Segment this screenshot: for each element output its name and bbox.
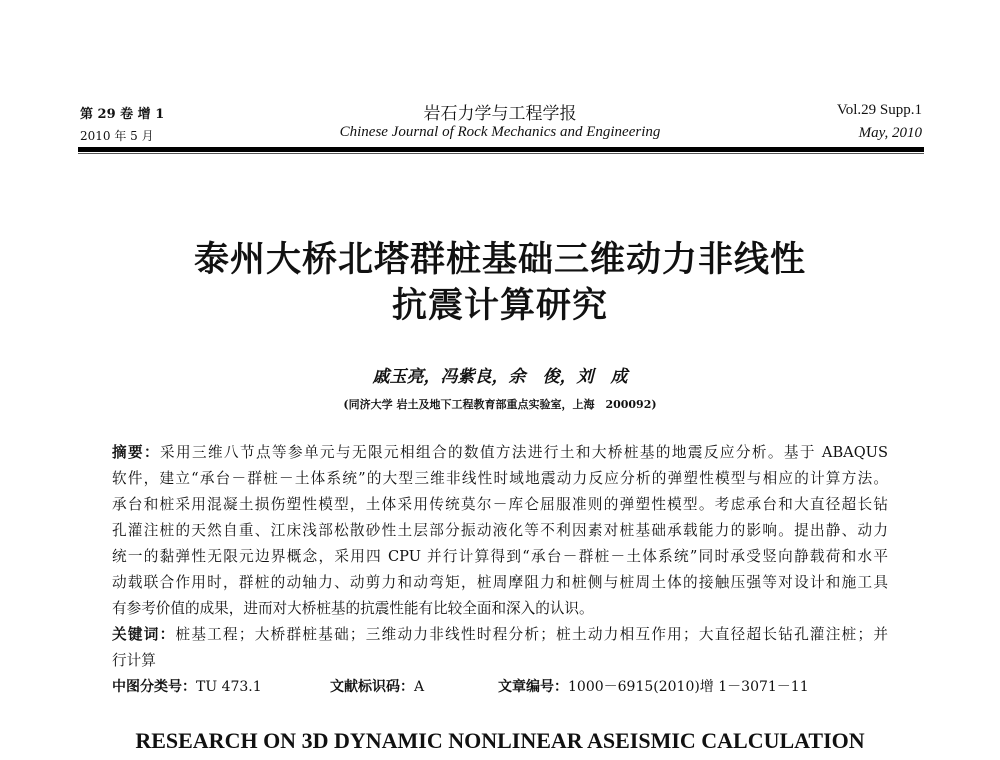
journal-name-en: Chinese Journal of Rock Mechanics and Engineering (339, 124, 661, 140)
article-no-label: 文章编号： (498, 679, 568, 695)
volume-en: Vol.29 Supp.1 (836, 102, 922, 118)
doc-code-value: A (414, 679, 425, 695)
paper-title-line2: 抗震计算研究 (391, 286, 608, 326)
english-title: RESEARCH ON 3D DYNAMIC NONLINEAR ASEISMIC CALCULATION (135, 728, 865, 753)
abstract-line: 孔灌注桩的天然自重、江床浅部松散砂性土层部分振动液化等不利因素对桩基础承载能力的影响。提出静、动力 (112, 522, 888, 539)
date-cn: 2010 年 5 月 (80, 129, 154, 143)
article-no-value: 1000－6915(2010)增 1－3071－11 (568, 679, 809, 695)
abstract-text: 采用三维八节点等参单元与无限元相组合的数值方法进行土和大桥桩基的地震反应分析。基于 ABAQUS (160, 444, 888, 461)
keywords-label: 关键词： (112, 626, 176, 643)
date-en: May, 2010 (858, 125, 922, 141)
abstract-line: 有参考价值的成果，进而对大桥桩基的抗震性能有比较全面和深入的认识。 (112, 600, 594, 617)
volume-cn: 第 29 卷 增 1 (80, 107, 165, 122)
authors: 戚玉亮，冯紫良，余 俊，刘 成 (372, 367, 628, 387)
header-rule-thick (78, 147, 924, 152)
header-rule-thin (78, 153, 924, 154)
keywords-line: 行计算 (112, 652, 156, 669)
keywords-text: 桩基工程；大桥群桩基础；三维动力非线性时程分析；桩土动力相互作用；大直径超长钻孔灌注桩；并 (175, 626, 888, 643)
clc-label: 中图分类号： (112, 679, 196, 695)
abstract-line (112, 441, 888, 462)
affiliation: (同济大学 岩土及地下工程教育部重点实验室，上海 200092) (343, 398, 657, 411)
doc-code-label: 文献标识码： (330, 679, 414, 695)
journal-name-cn: 岩石力学与工程学报 (423, 104, 577, 124)
abstract-line: 承台和桩采用混凝土损伤塑性模型，土体采用传统莫尔－库仑屈服准则的弹塑性模型。考虑承台和大直径超长钻 (112, 496, 888, 513)
abstract-line: 软件，建立“承台－群桩－土体系统”的大型三维非线性时域地震动力反应分析的弹塑性模型与相应的计算方法。 (112, 470, 888, 487)
abstract-line: 统一的黏弹性无限元边界概念，采用四 CPU 并行计算得到“承台－群桩－土体系统”同时承受竖向静载荷和水平 (112, 548, 888, 565)
abstract-line: 动载联合作用时，群桩的动轴力、动剪力和动弯矩，桩周摩阻力和桩侧与桩周土体的接触压强等对设计和施工具 (112, 574, 888, 591)
paper-title-line1: 泰州大桥北塔群桩基础三维动力非线性 (193, 240, 806, 280)
clc-value: TU 473.1 (196, 679, 262, 695)
keywords-line (112, 623, 888, 644)
abstract-label: 摘要： (112, 444, 160, 461)
